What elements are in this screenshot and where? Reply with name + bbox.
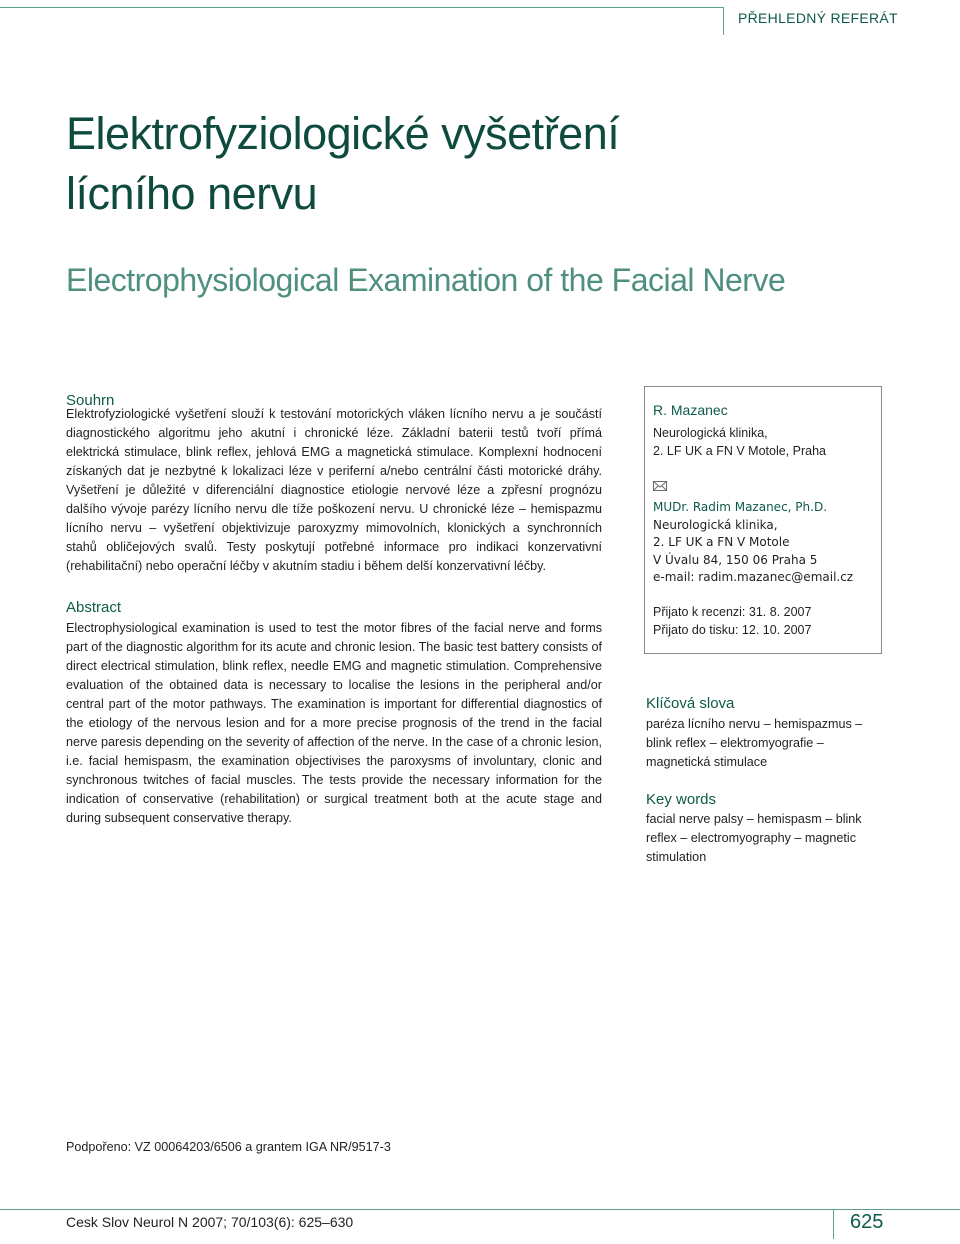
author-affiliation — [653, 425, 826, 460]
abstract-heading: Abstract — [66, 599, 122, 616]
article-dates — [653, 604, 811, 639]
header-rule-divider — [723, 7, 724, 35]
title-line-2: lícního nervu — [66, 168, 318, 219]
title-line-1: Elektrofyziologické vyšetření — [66, 108, 620, 159]
contact-line-2: 2. LF UK a FN V Motole — [653, 535, 790, 549]
envelope-icon — [653, 480, 667, 492]
contact-block — [653, 499, 853, 587]
accepted-date: Přijato do tisku: 12. 10. 2007 — [653, 622, 812, 637]
contact-line-1: Neurologická klinika, — [653, 517, 778, 532]
keywords-en-heading: Key words — [646, 791, 717, 808]
author-name: R. Mazanec — [653, 402, 728, 418]
contact-email[interactable]: e-mail: radim.mazanec@email.cz — [653, 570, 854, 584]
article-subtitle: Electrophysiological Examination of the Facial Nerve — [66, 262, 786, 298]
keywords-cz-heading: Klíčová slova — [646, 695, 735, 712]
affiliation-line-2: 2. LF UK a FN V Motole, Praha — [653, 443, 826, 458]
page-number: 625 — [850, 1211, 884, 1233]
journal-citation: Cesk Slov Neurol N 2007; 70/103(6): 625–630 — [66, 1214, 354, 1230]
affiliation-line-1: Neurologická klinika, — [653, 426, 768, 440]
footer-rule — [0, 1209, 960, 1210]
received-date: Přijato k recenzi: 31. 8. 2007 — [653, 605, 812, 619]
abstract-text: Electrophysiological examination is used to test the motor fibres of the facial nerve and forms part of the diagnostic algorithm for its acute and chronic lesion. The basic test battery consists of direct electrical stimulation, blink reflex, needle EMG and magnetic stimulation. Comprehensive evaluation of the obtained data is necessary to localise the lesions in the peripheral and/or central part of the motor pathways. The examination is important for differential diagnostics of the etiology of the nervous lesion and for a more precise prognosis of the trend in the facial nerve paresis depending on the severity of affection of the nerve. In the case of a chronic lesion, i.e. facial hemispasm, the examination objectivises the paroxysms of involuntary, clonic and synchronous twitches of facial muscles. The tests provide the necessary information for the indication of conservative (rehabilitation) or surgical treatment both at the acute stage and during subsequent conservative therapy. — [66, 621, 602, 825]
section-tag: PŘEHLEDNÝ REFERÁT — [738, 10, 898, 26]
keywords-cz-text: paréza lícního nervu – hemispazmus – blink reflex – elektromyografie – magnetická stimulace — [646, 717, 863, 769]
contact-name: MUDr. Radim Mazanec, Ph.D. — [653, 500, 828, 514]
souhrn-heading: Souhrn — [66, 392, 115, 409]
article-title — [66, 104, 766, 224]
header-rule — [0, 7, 723, 8]
keywords-en-text: facial nerve palsy – hemispasm – blink reflex – electromyography – magnetic stimulation — [646, 812, 862, 864]
contact-line-3: V Úvalu 84, 150 06 Praha 5 — [653, 552, 818, 567]
funding-note: Podpořeno: VZ 00064203/6506 a grantem IGA NR/9517-3 — [66, 1140, 391, 1154]
souhrn-text: Elektrofyziologické vyšetření slouží k testování motorických vláken lícního nervu a je součástí diagnostického algoritmu jeho akutní i chronické léze. Základní baterii testů tvoří přímá elektrická stimulace, blink reflex, jehlová EMG a magnetická stimulace. Komplexní hodnocení získaných dat je nezbytné k lokalizaci léze v periferní a/nebo centrální části motorické dráhy. Vyšetření je důležité v diferenciální diagnostice etiologie nervové léze a zpřesní prognózu dalšího vývoje parézy lícního nervu dle tíže poškození nervu. U chronické léze – hemispazmu lícního nervu – vyšetření objektivizuje paroxyzmy mimovolních, klonických a synchronních stahů obličejových svalů. Testy poskytují potřebné informace pro indikaci konzervativní (rehabilitační) nebo operační léčby v akutním stadiu i během delší konzervativní léčby. — [66, 407, 602, 573]
footer-rule-divider — [833, 1209, 834, 1239]
